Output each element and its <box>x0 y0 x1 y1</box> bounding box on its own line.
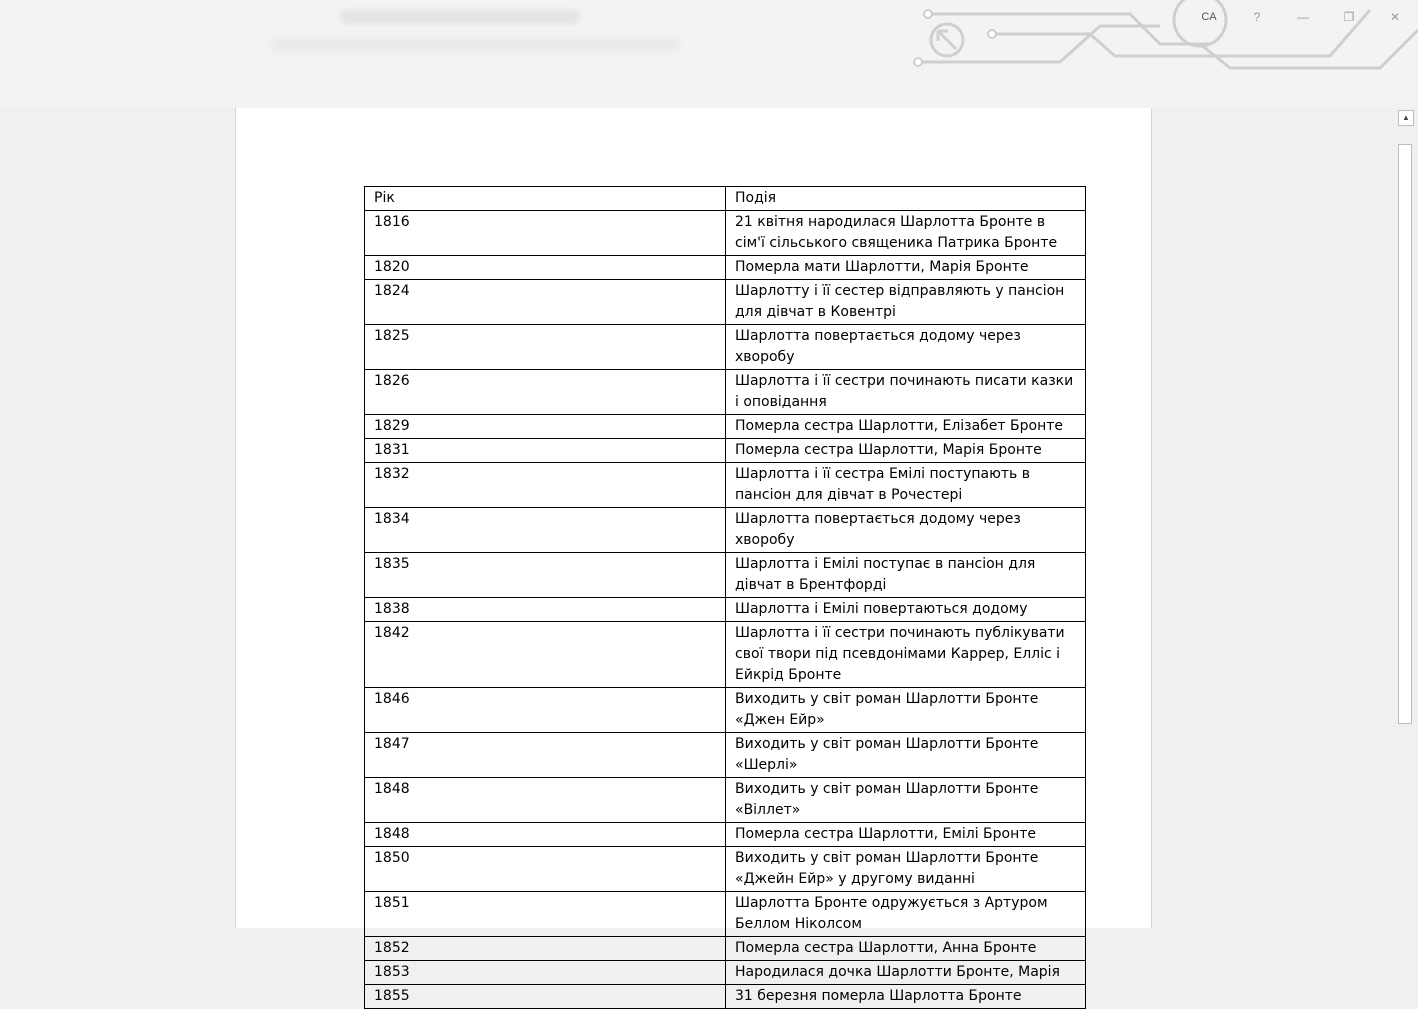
minimize-button[interactable]: — <box>1297 10 1309 24</box>
close-button[interactable]: ✕ <box>1389 10 1401 24</box>
vertical-scrollbar[interactable] <box>1398 108 1418 915</box>
table-row <box>365 370 1086 415</box>
event-cell[interactable]: Шарлотта повертається додому через хворобу <box>726 325 1086 370</box>
year-cell[interactable]: 1855 <box>365 985 726 1009</box>
table-row <box>365 508 1086 553</box>
year-cell[interactable]: 1851 <box>365 892 726 937</box>
table-row <box>365 622 1086 688</box>
year-cell[interactable]: 1820 <box>365 256 726 280</box>
table-header-row <box>365 187 1086 211</box>
table-row <box>365 463 1086 508</box>
table-row <box>365 733 1086 778</box>
year-cell[interactable]: 1835 <box>365 553 726 598</box>
table-row <box>365 961 1086 985</box>
event-cell[interactable]: Шарлотта і Емілі повертаються додому <box>726 598 1086 622</box>
restore-button[interactable]: ❐ <box>1343 10 1355 24</box>
table-row <box>365 280 1086 325</box>
year-cell[interactable]: 1850 <box>365 847 726 892</box>
event-cell[interactable]: Шарлотта і Емілі поступає в пансіон для дівчат в Брентфорді <box>726 553 1086 598</box>
event-cell[interactable]: 31 березня померла Шарлотта Бронте <box>726 985 1086 1009</box>
event-cell[interactable]: Померла сестра Шарлотти, Анна Бронте <box>726 937 1086 961</box>
year-cell[interactable]: 1834 <box>365 508 726 553</box>
year-cell[interactable]: 1853 <box>365 961 726 985</box>
timeline-table[interactable] <box>364 186 1086 1009</box>
event-cell[interactable]: Померла сестра Шарлотти, Елізабет Бронте <box>726 415 1086 439</box>
scroll-up-arrow-icon[interactable]: ▲ <box>1398 110 1414 126</box>
year-cell[interactable]: 1832 <box>365 463 726 508</box>
event-cell[interactable]: Шарлотта і її сестри починають писати казки і оповідання <box>726 370 1086 415</box>
year-cell[interactable]: 1852 <box>365 937 726 961</box>
year-cell[interactable]: 1816 <box>365 211 726 256</box>
year-cell[interactable]: 1846 <box>365 688 726 733</box>
help-button[interactable]: ? <box>1253 10 1261 24</box>
event-cell[interactable]: Померла мати Шарлотти, Марія Бронте <box>726 256 1086 280</box>
year-cell[interactable]: 1848 <box>365 778 726 823</box>
year-cell[interactable]: 1848 <box>365 823 726 847</box>
year-cell[interactable]: 1824 <box>365 280 726 325</box>
event-cell[interactable]: Шарлотта і її сестри починають публікувати свої твори під псевдонімами Каррер, Елліс і Ейкрід Бронте <box>726 622 1086 688</box>
event-cell[interactable]: Шарлотта Бронте одружується з Артуром Беллом Ніколсом <box>726 892 1086 937</box>
year-cell[interactable]: 1829 <box>365 415 726 439</box>
event-cell[interactable]: Народилася дочка Шарлотти Бронте, Марія <box>726 961 1086 985</box>
ribbon-blurred <box>270 38 680 52</box>
table-row <box>365 823 1086 847</box>
table-row <box>365 937 1086 961</box>
event-cell[interactable]: Померла сестра Шарлотти, Марія Бронте <box>726 439 1086 463</box>
event-cell[interactable]: 21 квітня народилася Шарлотта Бронте в сім'ї сільського священика Патрика Бронте <box>726 211 1086 256</box>
document-area <box>0 108 1398 1004</box>
title-bar <box>0 0 1418 108</box>
event-cell[interactable]: Померла сестра Шарлотти, Емілі Бронте <box>726 823 1086 847</box>
event-cell[interactable]: Шарлотту і її сестер відправляють у пансіон для дівчат в Ковентрі <box>726 280 1086 325</box>
table-row <box>365 598 1086 622</box>
table-row <box>365 778 1086 823</box>
event-cell[interactable]: Виходить у світ роман Шарлотти Бронте «Джен Ейр» <box>726 688 1086 733</box>
document-page[interactable] <box>235 108 1152 1004</box>
table-row <box>365 688 1086 733</box>
scrollbar-thumb[interactable] <box>1398 144 1412 724</box>
event-cell[interactable]: Шарлотта повертається додому через хворобу <box>726 508 1086 553</box>
table-row <box>365 439 1086 463</box>
table-row <box>365 985 1086 1009</box>
year-cell[interactable]: 1826 <box>365 370 726 415</box>
table-row <box>365 553 1086 598</box>
event-cell[interactable]: Шарлотта і її сестра Емілі поступають в пансіон для дівчат в Рочестері <box>726 463 1086 508</box>
header-year: Рік <box>365 187 726 211</box>
year-cell[interactable]: 1838 <box>365 598 726 622</box>
year-cell[interactable]: 1842 <box>365 622 726 688</box>
event-cell[interactable]: Виходить у світ роман Шарлотти Бронте «Джейн Ейр» у другому виданні <box>726 847 1086 892</box>
table-row <box>365 415 1086 439</box>
document-title-blurred <box>340 10 580 24</box>
year-cell[interactable]: 1825 <box>365 325 726 370</box>
table-row <box>365 892 1086 937</box>
table-row <box>365 325 1086 370</box>
year-cell[interactable]: 1831 <box>365 439 726 463</box>
account-initials[interactable]: CA <box>1201 11 1217 23</box>
event-cell[interactable]: Виходить у світ роман Шарлотти Бронте «Віллет» <box>726 778 1086 823</box>
year-cell[interactable]: 1847 <box>365 733 726 778</box>
table-row <box>365 847 1086 892</box>
table-row <box>365 211 1086 256</box>
event-cell[interactable]: Виходить у світ роман Шарлотти Бронте «Шерлі» <box>726 733 1086 778</box>
table-row <box>365 256 1086 280</box>
header-event: Подія <box>726 187 1086 211</box>
